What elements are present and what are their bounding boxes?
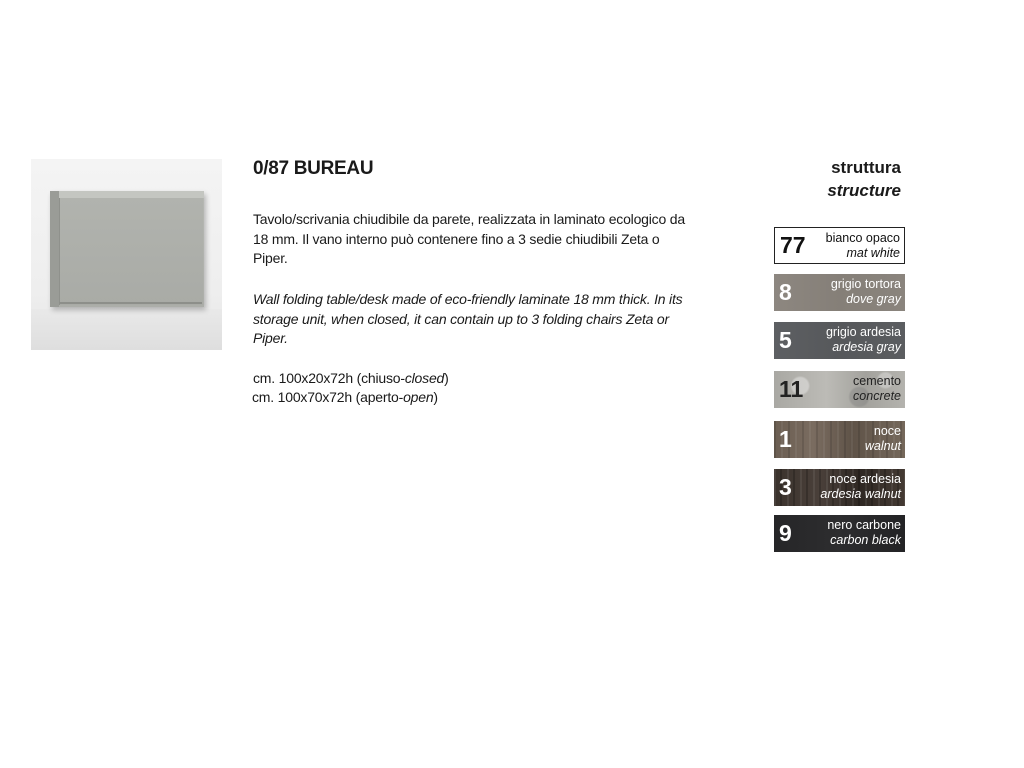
finish-name-english: walnut xyxy=(864,438,901,453)
dimension-open: cm. 100x70x72h (aperto-open) xyxy=(252,389,438,405)
finish-code: 1 xyxy=(779,426,792,452)
finish-name-italian: noce ardesia xyxy=(829,472,901,486)
finish-swatch-nero-carbone xyxy=(774,515,905,552)
structure-heading-italian: struttura xyxy=(831,158,901,177)
finish-name-english: ardesia gray xyxy=(832,339,901,354)
finish-name-english: concrete xyxy=(853,388,901,403)
finish-code: 3 xyxy=(779,474,792,500)
finish-swatch-bianco-opaco xyxy=(774,227,905,264)
finish-name-english: mat white xyxy=(846,245,900,260)
finish-name-italian: cemento xyxy=(853,374,901,388)
finish-code: 11 xyxy=(779,376,804,402)
finish-name-italian: nero carbone xyxy=(827,518,901,532)
finish-swatch-grigio-ardesia xyxy=(774,322,905,359)
finish-swatch-noce-ardesia xyxy=(774,469,905,506)
cabinet-front-panel xyxy=(59,198,203,305)
cabinet-side-edge xyxy=(50,191,59,307)
cabinet-panel-gap xyxy=(59,302,202,304)
finish-name-italian: grigio ardesia xyxy=(825,325,901,339)
finish-name-italian: grigio tortora xyxy=(830,277,901,291)
finish-swatch-noce xyxy=(774,421,905,458)
finish-name-italian: noce xyxy=(873,424,901,438)
structure-heading-english: structure xyxy=(827,181,901,200)
finish-code: 77 xyxy=(780,232,806,258)
finish-code: 9 xyxy=(779,520,792,546)
finish-name-italian: bianco opaco xyxy=(825,231,900,245)
finish-code: 8 xyxy=(779,279,792,305)
cabinet-top-edge xyxy=(50,191,204,198)
product-photo xyxy=(31,159,222,350)
dimension-closed: cm. 100x20x72h (chiuso-closed) xyxy=(253,370,449,386)
finish-swatch-cemento xyxy=(774,371,905,408)
dimensions xyxy=(253,369,449,407)
description-english: Wall folding table/desk made of eco-friendly laminate 18 mm thick. In its storage unit, when closed, it can contain up to 3 folding chairs Zeta or Piper. xyxy=(253,291,683,346)
finish-name-english: carbon black xyxy=(830,532,901,547)
finish-name-english: ardesia walnut xyxy=(820,486,901,501)
finish-code: 5 xyxy=(779,327,792,353)
structure-heading xyxy=(827,156,901,202)
finish-swatch-grigio-tortora xyxy=(774,274,905,311)
product-title: 0/87 BUREAU xyxy=(253,158,374,179)
finish-name-english: dove gray xyxy=(846,291,901,306)
wall-shadow xyxy=(31,309,222,350)
description-italian: Tavolo/scrivania chiudibile da parete, realizzata in laminato ecologico da 18 mm. Il vano interno può contenere fino a 3 sedie chiudibili Zeta o Piper. xyxy=(253,211,685,266)
